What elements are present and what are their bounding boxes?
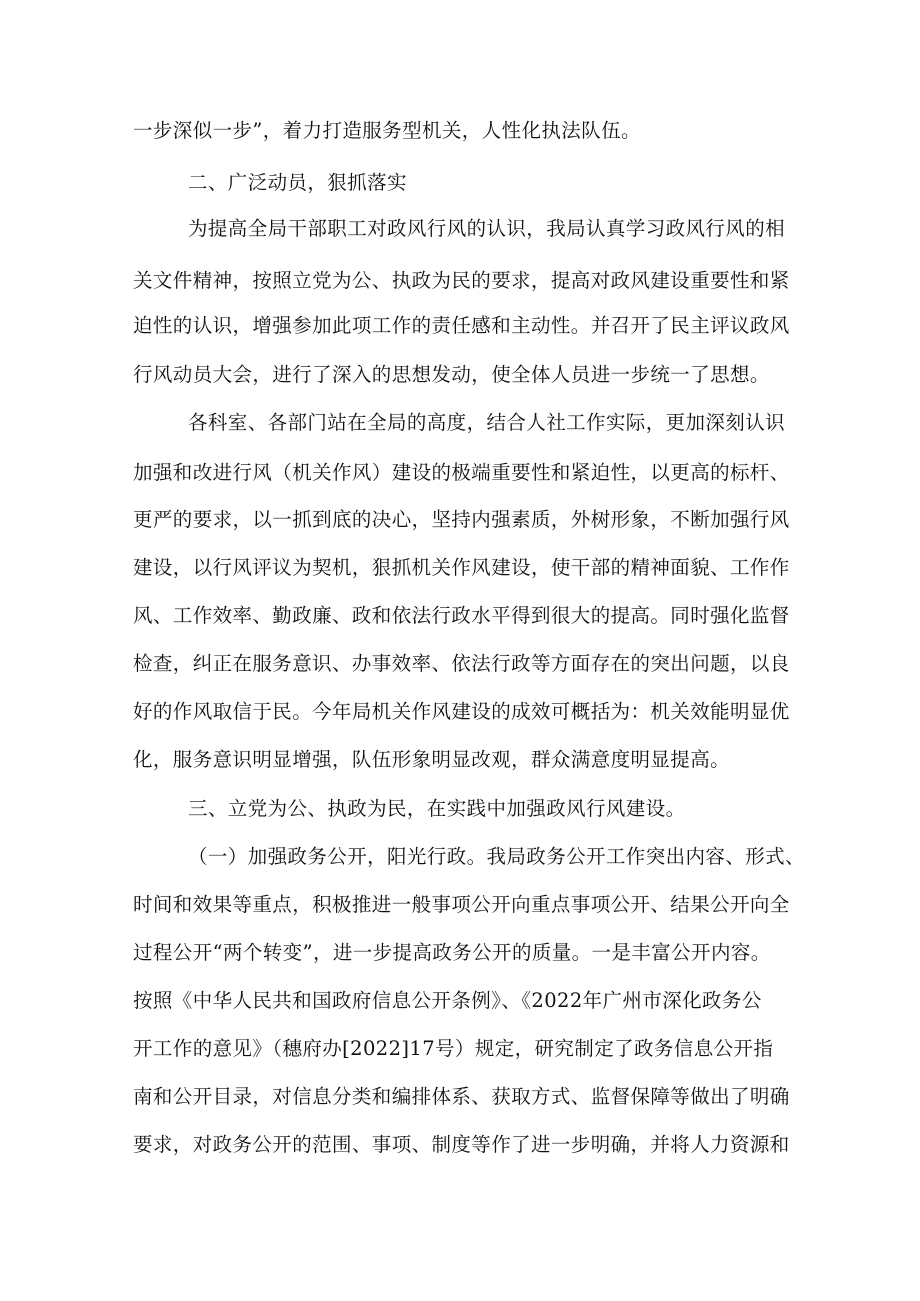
text-line: 行风动员大会，进行了深入的思想发动，使全体人员进一步统一了思想。 [133,363,770,386]
text-line: 好的作风取信于民。今年局机关作风建设的成效可概括为：机关效能明显优 [133,700,790,723]
text-line: 迫性的认识，增强参加此项工作的责任感和主动性。并召开了民主评议政风 [133,314,790,337]
text-line: 为提高全局干部职工对政风行风的认识，我局认真学习政风行风的相 [188,217,786,240]
section-heading: 三、立党为公、执政为民，在实践中加强政风行风建设。 [188,797,686,820]
text-line: （一）加强政务公开，阳光行政。我局政务公开工作突出内容、形式、 [188,845,805,868]
text-line: 过程公开“两个转变”，进一步提高政务公开的质量。一是丰富公开内容。 [133,941,771,964]
section-heading: 二、广泛动员，狠抓落实 [188,171,407,194]
text-line: 关文件精神，按照立党为公、执政为民的要求，提高对政风建设重要性和紧 [133,269,790,292]
text-line: 一步深似一步”，着力打造服务型机关，人性化执法队伍。 [133,119,641,142]
text-line: 风、工作效率、勤政廉、政和依法行政水平得到很大的提高。同时强化监督 [133,604,790,627]
text-line: 检查，纠正在服务意识、办事效率、依法行政等方面存在的突出问题，以良 [133,652,790,675]
text-line: 开工作的意见》（穗府办[2022]17号）规定，研究制定了政务信息公开指 [133,1037,774,1060]
text-line: 要求，对政务公开的范围、事项、制度等作了进一步明确，并将人力资源和 [133,1133,790,1156]
text-line: 时间和效果等重点，积极推进一般事项公开向重点事项公开、结果公开向全 [133,893,790,916]
text-line: 按照《中华人民共和国政府信息公开条例》、《2022年广州市深化政务公 [133,989,762,1012]
text-line: 建设，以行风评议为契机，狠抓机关作风建设，使干部的精神面貌、工作作 [133,556,790,579]
text-line: 更严的要求，以一抓到底的决心，坚持内强素质，外树形象，不断加强行风 [133,508,790,531]
text-line: 南和公开目录，对信息分类和编排体系、获取方式、监督保障等做出了明确 [133,1085,790,1108]
text-line: 加强和改进行风（机关作风）建设的极端重要性和紧迫性，以更高的标杆、 [133,461,790,484]
text-line: 化，服务意识明显增强，队伍形象明显改观，群众满意度明显提高。 [133,748,731,771]
text-line: 各科室、各部门站在全局的高度，结合人社工作实际，更加深刻认识 [188,411,786,434]
